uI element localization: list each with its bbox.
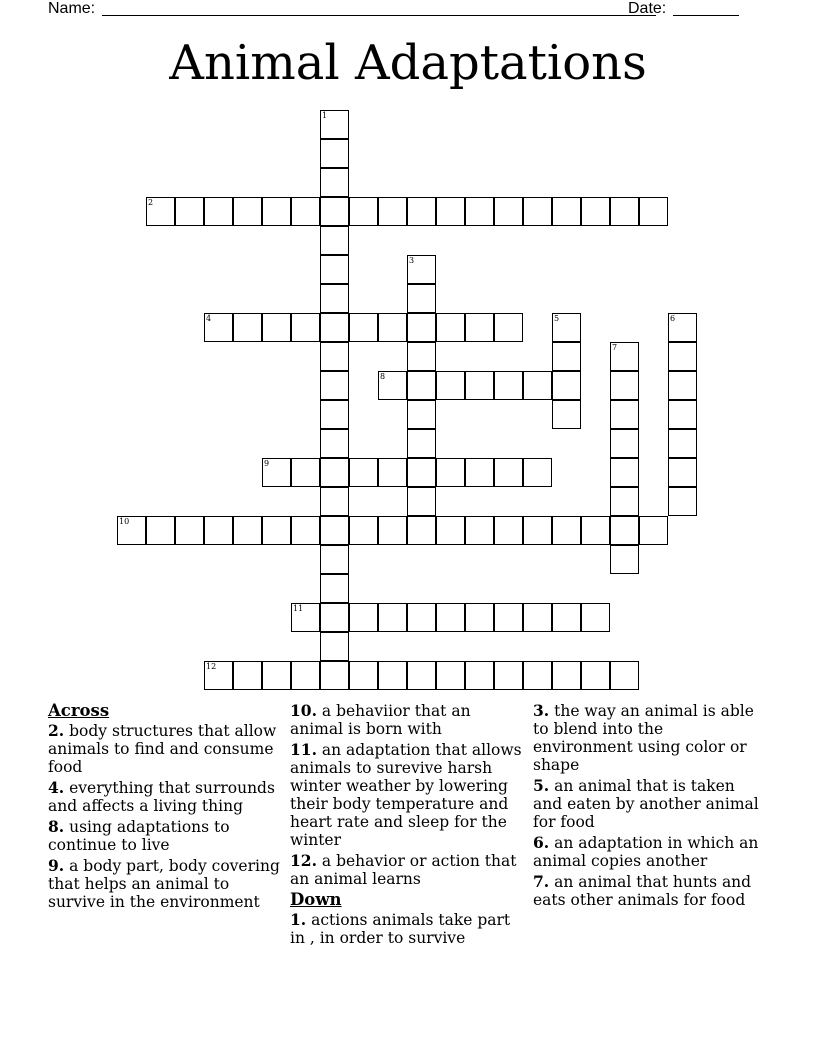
grid-cell[interactable] xyxy=(233,516,262,545)
clue-item-number: 8. xyxy=(48,817,65,836)
grid-cell[interactable] xyxy=(668,313,697,342)
grid-cell[interactable] xyxy=(175,516,204,545)
grid-cell[interactable] xyxy=(465,458,494,487)
grid-cell[interactable] xyxy=(523,661,552,690)
grid-cell[interactable] xyxy=(320,603,349,632)
grid-cell[interactable] xyxy=(610,400,639,429)
clue-item-text: an animal that is taken and eaten by another animal for food xyxy=(533,777,759,831)
clue-number: 4 xyxy=(206,314,212,323)
grid-cell[interactable] xyxy=(349,313,378,342)
grid-cell[interactable] xyxy=(349,197,378,226)
grid-cell[interactable] xyxy=(436,603,465,632)
clue-item xyxy=(48,722,280,776)
grid-cell[interactable] xyxy=(436,313,465,342)
grid-cell[interactable] xyxy=(320,139,349,168)
grid-cell[interactable] xyxy=(494,313,523,342)
grid-cell[interactable] xyxy=(465,603,494,632)
clue-item-number: 2. xyxy=(48,721,65,740)
grid-cell[interactable] xyxy=(552,342,581,371)
grid-cell[interactable] xyxy=(291,313,320,342)
clue-item-number: 10. xyxy=(290,701,317,720)
grid-cell[interactable] xyxy=(320,487,349,516)
clue-number: 5 xyxy=(554,314,560,323)
grid-cell[interactable] xyxy=(436,458,465,487)
clue-number: 1 xyxy=(322,111,328,120)
grid-cell[interactable] xyxy=(320,458,349,487)
grid-cell[interactable] xyxy=(320,429,349,458)
clue-item xyxy=(48,857,280,911)
grid-cell[interactable] xyxy=(175,197,204,226)
clue-column-1 xyxy=(48,702,280,914)
clue-number: 12 xyxy=(206,662,217,671)
grid-cell[interactable] xyxy=(262,313,291,342)
date-label: Date: xyxy=(628,0,667,17)
clue-item-text: a behavior or action that an animal learns xyxy=(290,852,517,888)
grid-cell[interactable] xyxy=(581,603,610,632)
grid-cell[interactable] xyxy=(465,661,494,690)
clue-number: 8 xyxy=(380,372,386,381)
grid-cell[interactable] xyxy=(494,458,523,487)
clue-heading-down: Down xyxy=(290,890,342,909)
grid-cell[interactable] xyxy=(320,313,349,342)
page-title: Animal Adaptations xyxy=(169,35,647,91)
grid-cell[interactable] xyxy=(465,197,494,226)
grid-cell[interactable] xyxy=(610,197,639,226)
grid-cell[interactable] xyxy=(320,255,349,284)
clue-item-text: body structures that allow animals to find and consume food xyxy=(48,722,277,776)
grid-cell[interactable] xyxy=(262,661,291,690)
grid-cell[interactable] xyxy=(349,458,378,487)
grid-cell[interactable] xyxy=(610,516,639,545)
grid-cell[interactable] xyxy=(320,342,349,371)
grid-cell[interactable] xyxy=(320,197,349,226)
grid-cell[interactable] xyxy=(494,661,523,690)
grid-cell[interactable] xyxy=(407,487,436,516)
clue-item xyxy=(533,702,765,774)
grid-cell[interactable] xyxy=(668,429,697,458)
grid-cell[interactable] xyxy=(610,545,639,574)
grid-cell[interactable] xyxy=(668,371,697,400)
grid-cell[interactable] xyxy=(204,313,233,342)
grid-cell[interactable] xyxy=(436,371,465,400)
grid-cell[interactable] xyxy=(407,284,436,313)
grid-cell[interactable] xyxy=(204,516,233,545)
grid-cell[interactable] xyxy=(407,342,436,371)
grid-cell[interactable] xyxy=(494,603,523,632)
name-label: Name: xyxy=(48,0,96,17)
grid-cell[interactable] xyxy=(610,661,639,690)
grid-cell[interactable] xyxy=(465,371,494,400)
grid-cell[interactable] xyxy=(668,342,697,371)
clue-item xyxy=(533,777,765,831)
grid-cell[interactable] xyxy=(320,545,349,574)
grid-cell[interactable] xyxy=(465,313,494,342)
clue-number: 11 xyxy=(293,604,304,613)
clue-item xyxy=(290,702,522,738)
grid-cell[interactable] xyxy=(494,371,523,400)
grid-cell[interactable] xyxy=(523,516,552,545)
clue-number: 7 xyxy=(612,343,618,352)
grid-cell[interactable] xyxy=(233,313,262,342)
clue-item-text: using adaptations to continue to live xyxy=(48,818,230,854)
grid-cell[interactable] xyxy=(291,197,320,226)
grid-cell[interactable] xyxy=(262,197,291,226)
grid-cell[interactable] xyxy=(407,458,436,487)
grid-cell[interactable] xyxy=(465,516,494,545)
grid-cell[interactable] xyxy=(610,371,639,400)
grid-cell[interactable] xyxy=(610,487,639,516)
clue-item-text: a body part, body covering that helps an animal to survive in the environment xyxy=(48,857,280,911)
grid-cell[interactable] xyxy=(552,661,581,690)
grid-cell[interactable] xyxy=(494,516,523,545)
grid-cell[interactable] xyxy=(204,197,233,226)
grid-cell[interactable] xyxy=(320,371,349,400)
grid-cell[interactable] xyxy=(523,371,552,400)
clue-item-text: an animal that hunts and eats other animals for food xyxy=(533,873,752,909)
clue-number: 9 xyxy=(264,459,270,468)
grid-cell[interactable] xyxy=(668,400,697,429)
clue-heading-across: Across xyxy=(48,701,110,720)
clue-item-text: an adaptation that allows animals to surevive harsh winter weather by lowering their body temperature and heart rate and sleep for the winter xyxy=(290,741,522,849)
grid-cell[interactable] xyxy=(291,661,320,690)
grid-cell[interactable] xyxy=(320,110,349,139)
clue-item-text: everything that surrounds and affects a living thing xyxy=(48,779,275,815)
grid-cell[interactable] xyxy=(378,458,407,487)
grid-cell[interactable] xyxy=(523,603,552,632)
clue-item xyxy=(290,741,522,849)
grid-cell[interactable] xyxy=(320,400,349,429)
grid-cell[interactable] xyxy=(668,487,697,516)
grid-cell[interactable] xyxy=(581,661,610,690)
grid-cell[interactable] xyxy=(233,661,262,690)
grid-cell[interactable] xyxy=(581,197,610,226)
clue-column-2 xyxy=(290,702,522,950)
clue-item xyxy=(48,818,280,854)
grid-cell[interactable] xyxy=(639,516,668,545)
grid-cell[interactable] xyxy=(407,516,436,545)
grid-cell[interactable] xyxy=(146,197,175,226)
grid-cell[interactable] xyxy=(378,603,407,632)
grid-cell[interactable] xyxy=(204,661,233,690)
clue-item-text: a behaviior that an animal is born with xyxy=(290,702,471,738)
grid-cell[interactable] xyxy=(291,516,320,545)
grid-cell[interactable] xyxy=(262,458,291,487)
clue-item-number: 7. xyxy=(533,872,550,891)
grid-cell[interactable] xyxy=(436,661,465,690)
grid-cell[interactable] xyxy=(407,661,436,690)
clue-item-number: 4. xyxy=(48,778,65,797)
grid-cell[interactable] xyxy=(378,197,407,226)
grid-cell[interactable] xyxy=(552,371,581,400)
clue-item-text: the way an animal is able to blend into the environment using color or shape xyxy=(533,702,754,774)
grid-cell[interactable] xyxy=(320,516,349,545)
grid-cell[interactable] xyxy=(146,516,175,545)
grid-cell[interactable] xyxy=(349,516,378,545)
grid-cell[interactable] xyxy=(523,458,552,487)
grid-cell[interactable] xyxy=(320,632,349,661)
clue-column-3 xyxy=(533,702,765,912)
grid-cell[interactable] xyxy=(407,400,436,429)
grid-cell[interactable] xyxy=(610,458,639,487)
grid-cell[interactable] xyxy=(117,516,146,545)
grid-cell[interactable] xyxy=(320,284,349,313)
clue-item-number: 12. xyxy=(290,851,317,870)
grid-cell[interactable] xyxy=(291,603,320,632)
grid-cell[interactable] xyxy=(320,574,349,603)
grid-cell[interactable] xyxy=(407,371,436,400)
grid-cell[interactable] xyxy=(668,458,697,487)
grid-cell[interactable] xyxy=(581,516,610,545)
grid-cell[interactable] xyxy=(407,429,436,458)
grid-cell[interactable] xyxy=(320,168,349,197)
grid-cell[interactable] xyxy=(552,400,581,429)
clue-item xyxy=(290,911,522,947)
grid-cell[interactable] xyxy=(378,371,407,400)
grid-cell[interactable] xyxy=(320,661,349,690)
clue-item xyxy=(533,873,765,909)
clue-item-text: actions animals take part in , in order to survive xyxy=(290,911,511,947)
clue-item-number: 5. xyxy=(533,776,550,795)
clue-item xyxy=(48,779,280,815)
grid-cell[interactable] xyxy=(552,603,581,632)
grid-cell[interactable] xyxy=(610,429,639,458)
grid-cell[interactable] xyxy=(407,603,436,632)
grid-cell[interactable] xyxy=(407,255,436,284)
grid-cell[interactable] xyxy=(349,661,378,690)
grid-cell[interactable] xyxy=(378,516,407,545)
grid-cell[interactable] xyxy=(523,197,552,226)
clue-item-text: an adaptation in which an animal copies another xyxy=(533,834,759,870)
grid-cell[interactable] xyxy=(378,313,407,342)
grid-cell[interactable] xyxy=(552,313,581,342)
clue-item-number: 1. xyxy=(290,910,307,929)
grid-cell[interactable] xyxy=(233,197,262,226)
clue-number: 3 xyxy=(409,256,415,265)
clue-item-number: 6. xyxy=(533,833,550,852)
grid-cell[interactable] xyxy=(262,516,291,545)
grid-cell[interactable] xyxy=(407,197,436,226)
clue-number: 6 xyxy=(670,314,676,323)
clue-item xyxy=(290,852,522,888)
grid-cell[interactable] xyxy=(436,516,465,545)
clue-item-number: 11. xyxy=(290,740,317,759)
clue-number: 2 xyxy=(148,198,154,207)
grid-cell[interactable] xyxy=(552,516,581,545)
clue-item-number: 3. xyxy=(533,701,550,720)
clue-number: 10 xyxy=(119,517,130,526)
grid-cell[interactable] xyxy=(494,197,523,226)
grid-cell[interactable] xyxy=(639,197,668,226)
grid-cell[interactable] xyxy=(291,458,320,487)
grid-cell[interactable] xyxy=(349,603,378,632)
grid-cell[interactable] xyxy=(378,661,407,690)
grid-cell[interactable] xyxy=(320,226,349,255)
clue-item-number: 9. xyxy=(48,856,65,875)
grid-cell[interactable] xyxy=(552,197,581,226)
grid-cell[interactable] xyxy=(610,342,639,371)
grid-cell[interactable] xyxy=(407,313,436,342)
clue-item xyxy=(533,834,765,870)
grid-cell[interactable] xyxy=(436,197,465,226)
